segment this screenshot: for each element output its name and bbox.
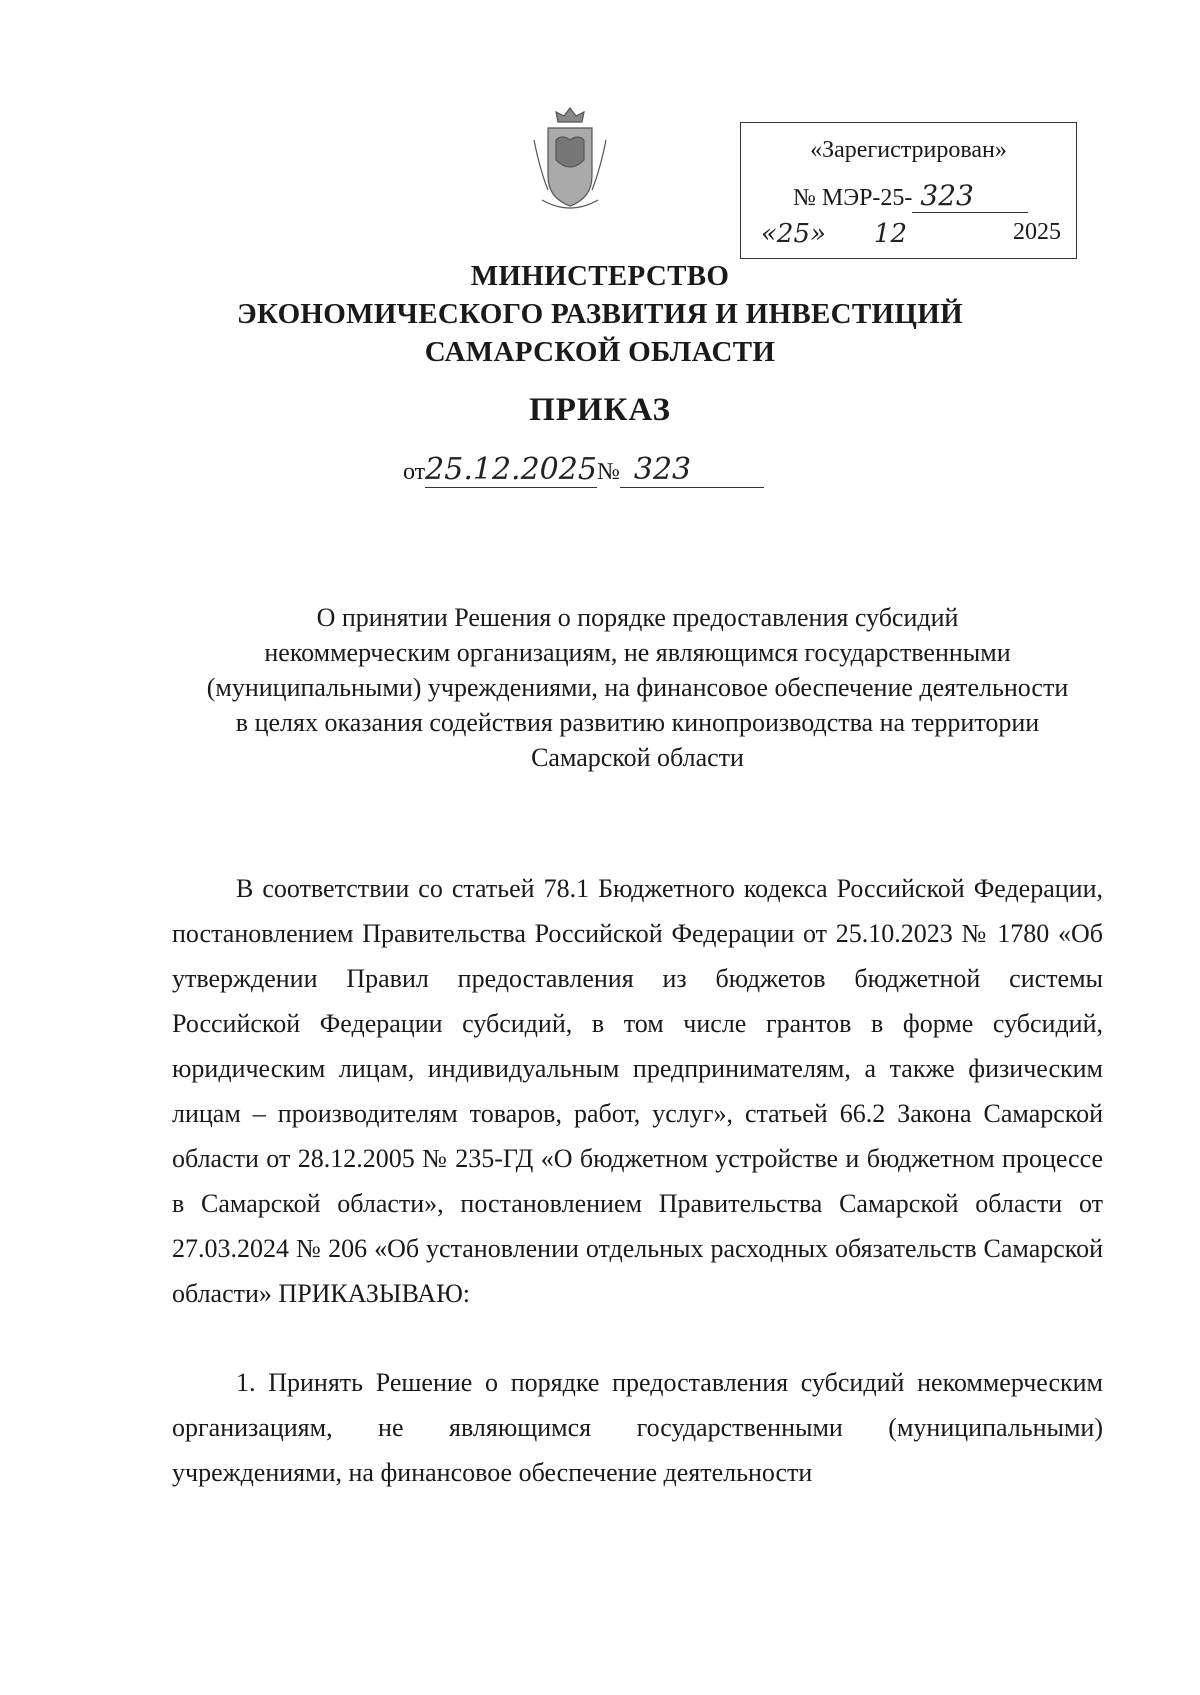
subject-line: (муниципальными) учреждениями, на финансовое обеспечение деятельности [206,673,1069,702]
order-date-prefix: от [403,459,426,485]
registration-number-handwritten: 323 [912,179,1028,213]
ministry-name-line3: САМАРСКОЙ ОБЛАСТИ [424,336,776,368]
preamble-paragraph: В соответствии со статьей 78.1 Бюджетного кодекса Российской Федерации, постановлением Правительства Российской Федерации от 25.10.2023 № 1780 «Об утверждении Правил предоставления из бюджетов бюджетной системы Российской Федерации субсидий, в том числе грантов в форме субсидий, юридическим лицам, индивидуальным предпринимателям, а также физическим лицам – производителям товаров, работ, услуг», статьей 66.2 Закона Самарской области от 28.12.2005 № 235-ГД «О бюджетном устройстве и бюджетном процессе в Самарской области», постановлением Правительства Самарской области от 27.03.2024 № 206 «Об установлении отдельных расходных обязательств Самарской области» ПРИКАЗЫВАЮ: [172,874,1103,1308]
order-subject [170,600,1105,775]
subject-line: О принятии Решения о порядке предоставления субсидий [316,603,959,632]
coat-of-arms-emblem [520,100,620,220]
order-number-prefix: № [596,459,620,485]
registration-stamp [740,122,1077,259]
subject-line: некоммерческим организациям, не являющимся государственными [264,638,1011,667]
registration-date-row [761,219,1061,249]
ministry-name-line1: МИНИСТЕРСТВО [470,260,730,292]
document-type-title: ПРИКАЗ [529,392,671,428]
order-date-number [403,452,764,488]
ministry-name-line2: ЭКОНОМИЧЕСКОГО РАЗВИТИЯ И ИНВЕСТИЦИЙ [237,298,963,330]
registration-number-prefix: № МЭР-25- [793,185,913,211]
order-number-handwritten: 323 [620,452,764,488]
subject-line: в целях оказания содействия развитию кинопроизводства на территории [235,708,1040,737]
registration-month: 12 [873,219,907,249]
item-1-paragraph: 1. Принять Решение о порядке предоставления субсидий некоммерческим организациям, не являющимся государственными (муниципальными) учреждениями, на финансовое обеспечение деятельности [172,1368,1103,1487]
order-date-handwritten: 25.12.2025 [425,452,597,487]
registration-title: «Зарегистрирован» [810,137,1007,163]
subject-line: Самарской области [531,743,744,772]
registration-year: 2025 [1013,219,1061,245]
registration-day: «25» [761,219,826,249]
registration-number-row [793,179,1028,213]
